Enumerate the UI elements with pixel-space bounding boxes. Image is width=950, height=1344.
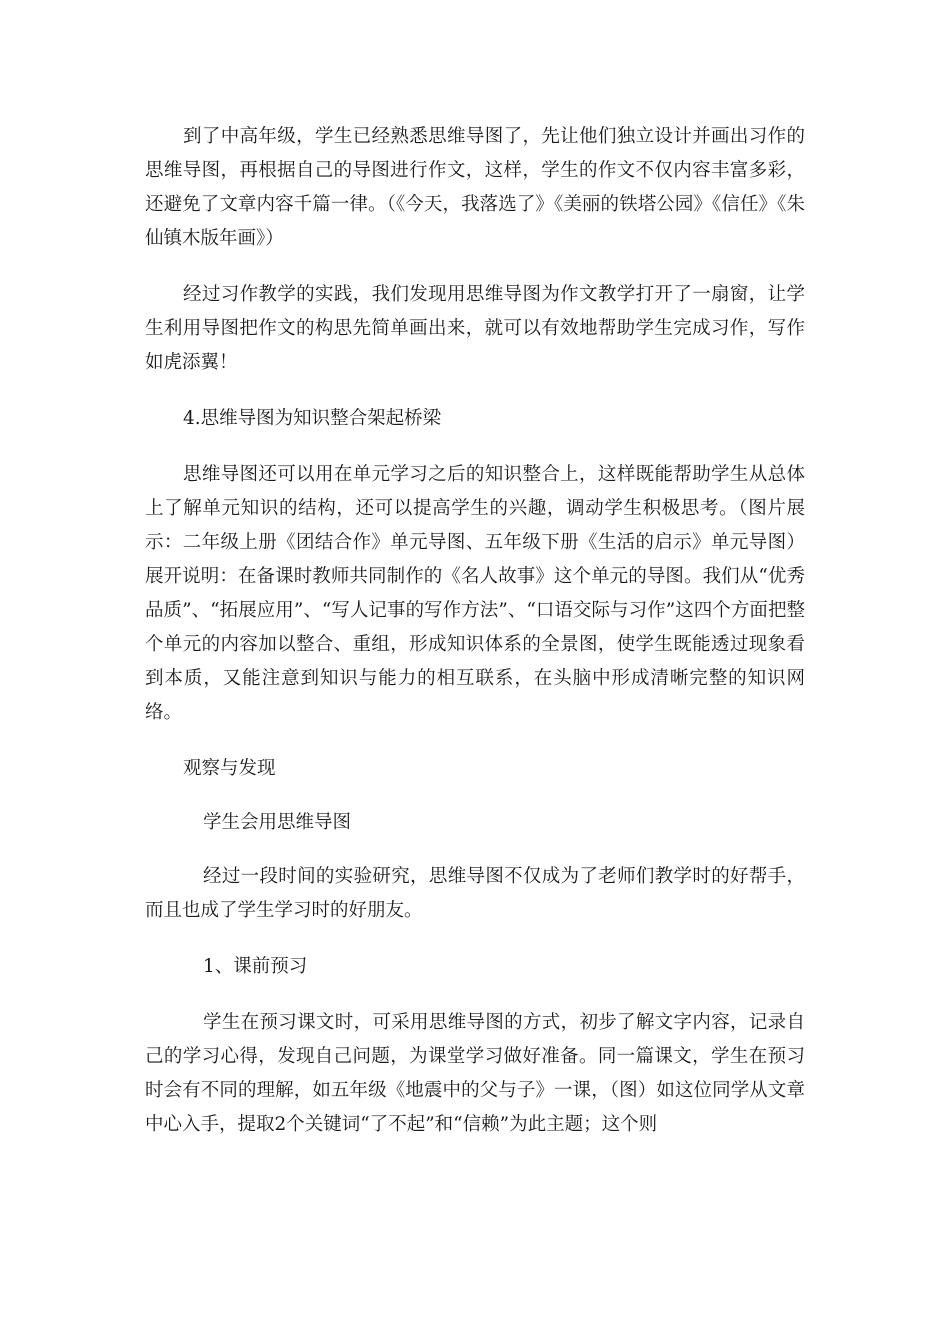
section-heading-observation: 观察与发现 <box>183 758 276 779</box>
subheading-students-use-mindmap: 学生会用思维导图 <box>203 812 352 833</box>
paragraph-knowledge-integration: 思维导图还可以用在单元学习之后的知识整合上，这样既能帮助学生从总体上了解单元知识的结构，还可以提高学生的兴趣，调动学生积极思考。（图片展示：二年级上册《团结合作》单元导图、五年级下册《生活的启示》单元导图）展开说明：在备课时教师共同制作的《名人故事》这个单元的导图。我们从“优秀品质”、“拓展应用”、“写人记事的写作方法”、“口语交际与习作”这四个方面把整个单元的内容加以整合、重组，形成知识体系的全景图，使学生既能透过现象看到本质，又能注意到知识与能力的相互联系，在头脑中形成清晰完整的知识网络。 <box>145 464 805 723</box>
document-page <box>145 120 805 1142</box>
paragraph-preview: 学生在预习课文时，可采用思维导图的方式，初步了解文字内容，记录自己的学习心得，发现自己问题，为课堂学习做好准备。同一篇课文，学生在预习时会有不同的理解，如五年级《地震中的父与子》一课，（图）如这位同学从文章中心入手，提取2个关键词“了不起”和“信赖”为此主题；这个则 <box>145 1012 805 1135</box>
paragraph-experiment-result: 经过一段时间的实验研究，思维导图不仅成为了老师们教学时的好帮手，而且也成了学生学习时的好朋友。 <box>145 866 805 921</box>
paragraph-writing-practice: 经过习作教学的实践，我们发现用思维导图为作文教学打开了一扇窗，让学生利用导图把作文的构思先简单画出来，就可以有效地帮助学生完成习作，写作如虎添翼！ <box>145 284 805 373</box>
subheading-preview: 1、课前预习 <box>203 956 308 977</box>
section-heading-knowledge-integration: 4.思维导图为知识整合架起桥梁 <box>183 408 442 429</box>
paragraph-writing-mindmap: 到了中高年级，学生已经熟悉思维导图了，先让他们独立设计并画出习作的思维导图，再根据自己的导图进行作文，这样，学生的作文不仅内容丰富多彩，还避免了文章内容千篇一律。（《今天，我落选了》《美丽的铁塔公园》《信任》《朱仙镇木版年画》） <box>145 126 805 249</box>
